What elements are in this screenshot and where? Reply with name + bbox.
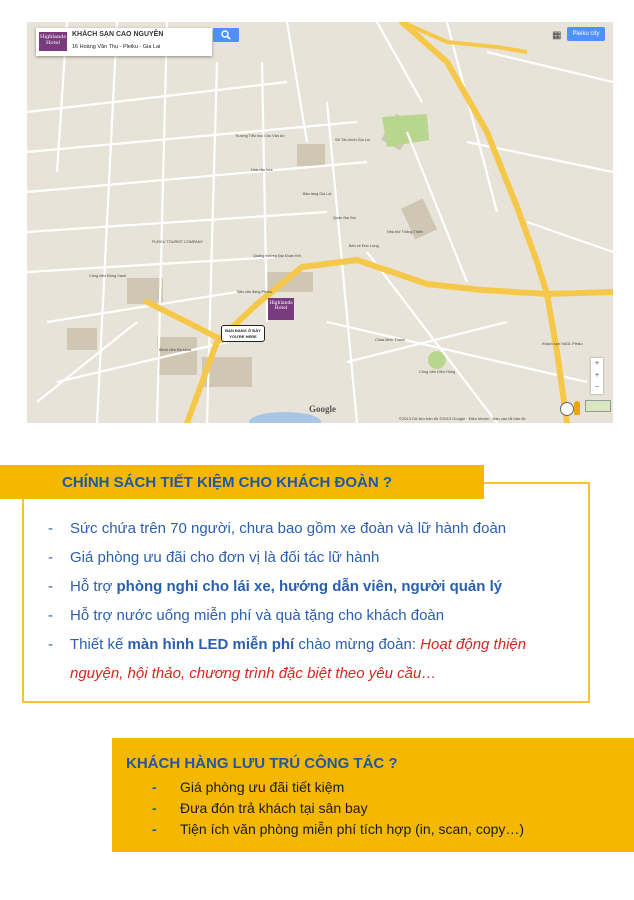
map-label: Khách sạn HAGL Pleiku [542, 342, 583, 346]
google-logo: Google [309, 404, 336, 414]
map-copyright: ©2013 Dữ liệu bản đồ ©2013 Google · Điều khoản · Báo cáo lỗi bản đồ [399, 416, 526, 421]
map-label: Công viên Đồng Xanh [89, 274, 127, 278]
map-streets [27, 22, 613, 423]
zoom-control[interactable]: + + − [591, 358, 603, 394]
map-label: Nhà văn hóa [251, 168, 273, 172]
map-label: Bến xe Đức Long [349, 244, 379, 248]
hotel-marker[interactable]: Highlands Hotel [268, 298, 294, 320]
map-label: Bảo tàng Gia Lai [303, 192, 332, 196]
list-item: - Giá phòng ưu đãi tiết kiệm [152, 779, 345, 795]
map-label: PLEIKU TOURIST COMPANY [152, 240, 203, 244]
map-search-address: 16 Hoàng Văn Thụ - Pleiku - Gia Lai [72, 44, 161, 50]
map-search-box[interactable] [36, 28, 212, 56]
map-label: Quán Bar Bụi [333, 216, 356, 220]
business-guest-list [152, 777, 524, 840]
business-guest-title: KHÁCH HÀNG LƯU TRÚ CÔNG TÁC ? [126, 755, 398, 772]
map-search-hotel-name: KHÁCH SẠN CAO NGUYÊN [72, 31, 164, 38]
map-label: Trường Tiểu học Chu Văn An [235, 134, 285, 138]
group-policy-list [48, 519, 608, 688]
map-label: Nhà thờ Thăng Thiên [387, 230, 423, 234]
list-item: - Đưa đón trả khách tại sân bay [152, 800, 368, 816]
street-view-pegman-icon[interactable] [574, 401, 580, 415]
map-layers-button[interactable] [585, 400, 611, 412]
map-label: Quảng trường Đại Đoàn Kết [253, 254, 301, 258]
apps-grid-icon[interactable]: ▦ [552, 30, 562, 41]
group-policy-title: CHÍNH SÁCH TIẾT KIỆM CHO KHÁCH ĐOÀN ? [62, 474, 392, 491]
map-label: Sân vận động Pleiku [237, 290, 272, 294]
map-label: Bệnh viện Đa khoa [159, 348, 192, 352]
map-search-button[interactable] [213, 28, 239, 42]
map-label: Chùa Minh Thành [375, 338, 406, 342]
pleiku-city-button[interactable]: Pleiku city [567, 27, 605, 41]
compass-icon[interactable] [560, 402, 574, 416]
list-item: - Giá phòng ưu đãi cho đơn vị là đối tác lữ hành [48, 549, 380, 566]
you-are-here-bubble: BẠN ĐANG Ở ĐÂY YOU'RE HERE [221, 325, 265, 342]
hotel-logo-mini: Highlands Hotel [39, 32, 67, 51]
list-item: - Tiện ích văn phòng miễn phí tích hợp (in, scan, copy…) [152, 821, 525, 837]
search-icon [221, 30, 231, 40]
map-label: Sở Tài chính Gia Lai [335, 138, 370, 142]
list-item-continuation: nguyện, hội thảo, chương trình đặc biệt theo yêu cầu… [70, 665, 437, 682]
list-item: - Hỗ trợ nước uống miễn phí và quà tặng cho khách đoàn [48, 607, 445, 624]
list-item: - Thiết kế màn hình LED miễn phí chào mừng đoàn: Hoạt động thiện [48, 636, 527, 653]
map-label: Công viên Diên Hồng [419, 370, 456, 374]
list-item: - Sức chứa trên 70 người, chưa bao gồm xe đoàn và lữ hành đoàn [48, 520, 507, 537]
location-map[interactable] [27, 22, 613, 423]
list-item: - Hỗ trợ phòng nghỉ cho lái xe, hướng dẫn viên, người quản lý [48, 578, 503, 595]
